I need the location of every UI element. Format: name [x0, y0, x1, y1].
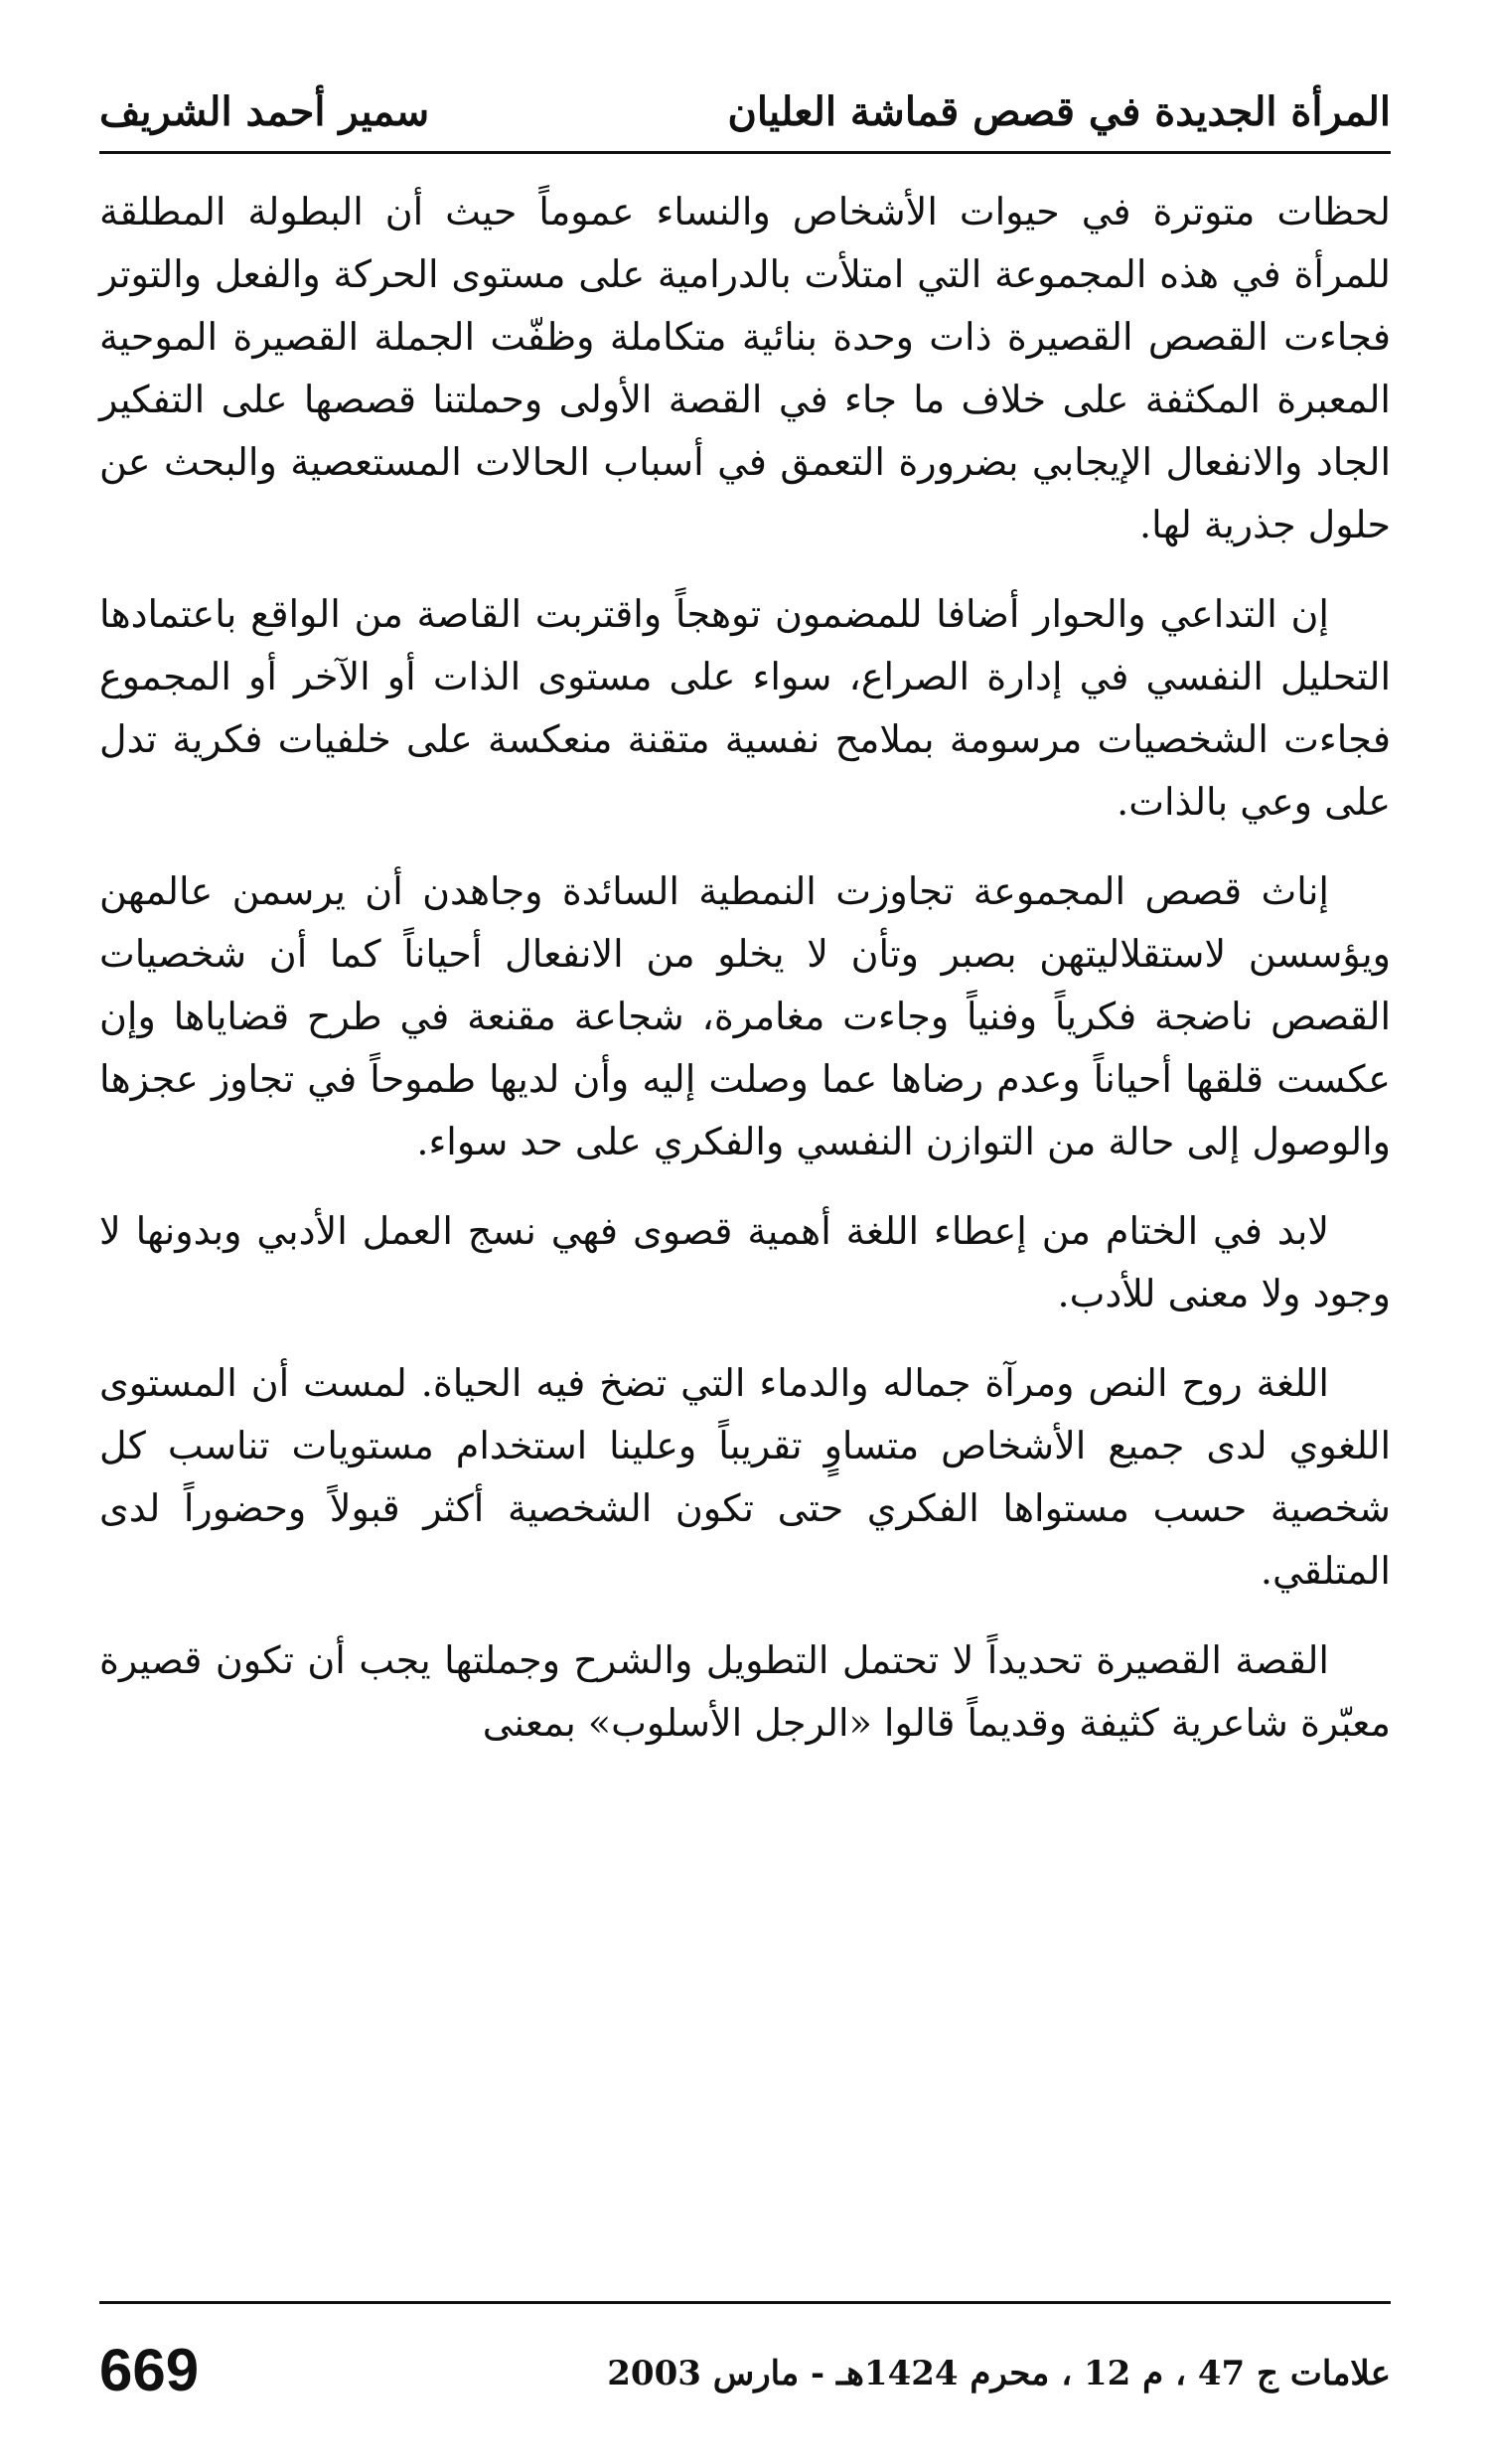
- document-page: [99, 0, 1391, 2464]
- paragraph-3: إناث قصص المجموعة تجاوزت النمطية السائدة وجاهدن أن يرسمن عالمهن ويؤسسن لاستقلاليتهن بصبر وتأن لا يخلو من الانفعال أحياناً كما أن شخصيات القصص ناضجة فكرياً وفنياً وجاءت مغامرة، شجاعة مقنعة في طرح قضاياها وإن عكست قلقها أحياناً وعدم رضاها عما وصلت إليه وأن لديها طموحاً في تجاوز عجزها والوصول إلى حالة من التوازن النفسي والفكري على حد سواء.: [99, 869, 1391, 1163]
- paragraph-4: لابد في الختام من إعطاء اللغة أهمية قصوى فهي نسج العمل الأدبي وبدونها لا وجود ولا معنى للأدب.: [99, 1209, 1391, 1315]
- page-footer: [99, 2335, 1391, 2414]
- paragraph-6: القصة القصيرة تحديداً لا تحتمل التطويل والشرح وجملتها يجب أن تكون قصيرة معبّرة شاعرية كثيفة وقديماً قالوا «الرجل الأسلوب» بمعنى: [99, 1638, 1391, 1745]
- journal-info: علامات ج 47 ، م 12 ، محرم 1424هـ - مارس 2003: [607, 2354, 1391, 2393]
- paragraph-1: لحظات متوترة في حيوات الأشخاص والنساء عموماً حيث أن البطولة المطلقة للمرأة في هذه المجموعة التي امتلأت بالدرامية على مستوى الحركة والفعل والتوتر فجاءت القصص القصيرة ذات وحدة بنائية متكاملة وظفّت الجملة القصيرة الموحية المعبرة المكثفة على خلاف ما جاء في القصة الأولى وحملتنا قصصها على التفكير الجاد والانفعال الإيجابي بضرورة التعمق في أسباب الحالات المستعصية والبحث عن حلول جذرية لها.: [99, 190, 1391, 546]
- footer-rule: [99, 2301, 1391, 2304]
- author-name: سمير أحمد الشريف: [99, 88, 430, 135]
- body-text: [99, 181, 1391, 1781]
- header-rule: [99, 151, 1391, 154]
- page-number: 669: [99, 2337, 200, 2403]
- paragraph-5: اللغة روح النص ومرآة جماله والدماء التي تضخ فيه الحياة. لمست أن المستوى اللغوي لدى جميع الأشخاص متساوٍ تقريباً وعلينا استخدام مستويات تناسب كل شخصية حسب مستواها الفكري حتى تكون الشخصية أكثر قبولاً وحضوراً لدى المتلقي.: [99, 1361, 1391, 1593]
- book-title: المرأة الجديدة في قصص قماشة العليان: [727, 88, 1391, 135]
- paragraph-2: إن التداعي والحوار أضافا للمضمون توهجاً واقتربت القاصة من الواقع باعتمادها التحليل النفسي في إدارة الصراع، سواء على مستوى الذات أو الآخر أو المجموع فجاءت الشخصيات مرسومة بملامح نفسية متقنة منعكسة على خلفيات فكرية تدل على وعي بالذات.: [99, 592, 1391, 824]
- running-header: [99, 77, 1391, 147]
